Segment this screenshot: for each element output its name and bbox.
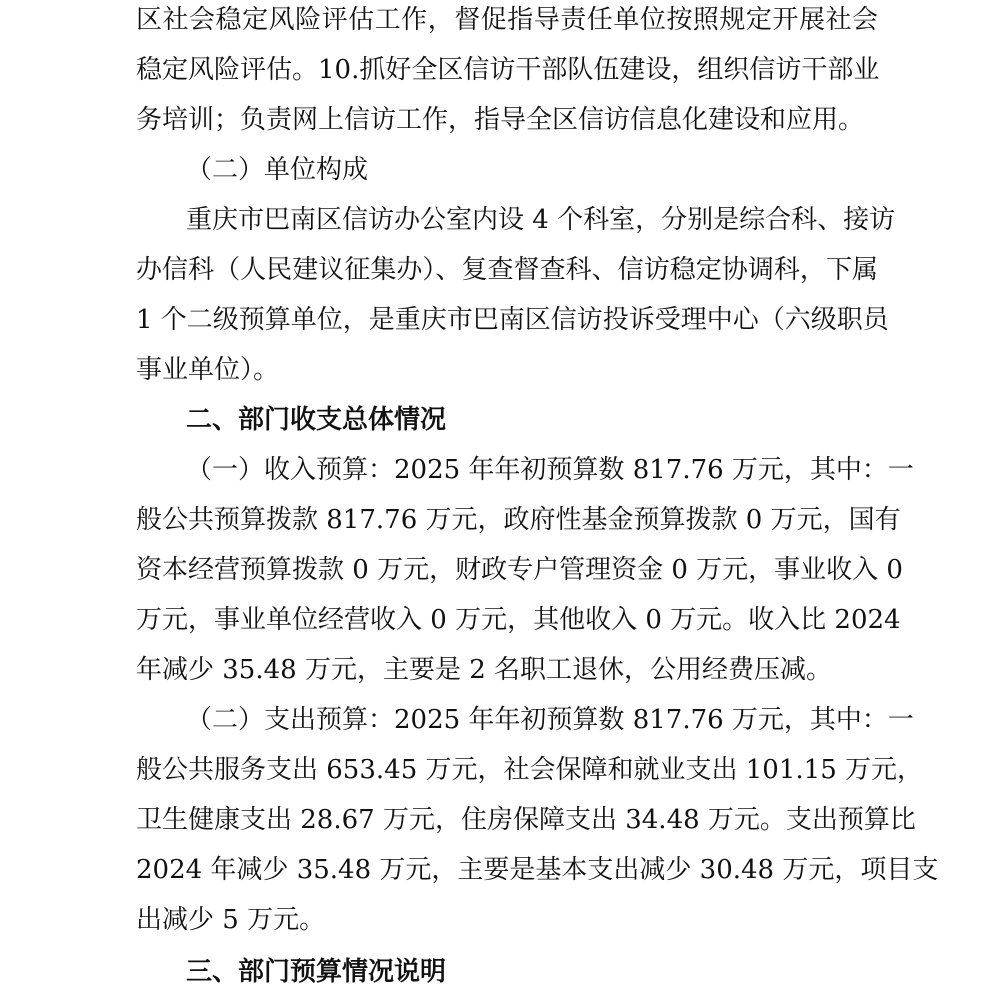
paragraph-line: 般公共服务支出 653.45 万元，社会保障和就业支出 101.15 万元， — [136, 755, 924, 785]
paragraph-line: 万元，事业单位经营收入 0 万元，其他收入 0 万元。收入比 2024 — [136, 605, 901, 635]
paragraph-line: 1 个二级预算单位，是重庆市巴南区信访投诉受理中心（六级职员 — [136, 305, 889, 335]
paragraph-line: 2024 年减少 35.48 万元，主要是基本支出减少 30.48 万元，项目支 — [136, 855, 939, 885]
paragraph-line: 区社会稳定风险评估工作，督促指导责任单位按照规定开展社会 — [136, 5, 878, 35]
paragraph-line: 办信科（人民建议征集办）、复查督查科、信访稳定协调科，下属 — [136, 255, 878, 285]
paragraph-line: （一）收入预算：2025 年年初预算数 817.76 万元，其中：一 — [186, 455, 914, 485]
section-heading: 三、部门预算情况说明 — [186, 957, 447, 987]
paragraph-line: 重庆市巴南区信访办公室内设 4 个科室，分别是综合科、接访 — [186, 205, 896, 235]
paragraph-line: 年减少 35.48 万元，主要是 2 名职工退休，公用经费压减。 — [136, 655, 833, 685]
section-subheading: （二）单位构成 — [186, 155, 369, 185]
paragraph-line: 稳定风险评估。10.抓好全区信访干部队伍建设，组织信访干部业 — [136, 55, 880, 85]
paragraph-line: 务培训；负责网上信访工作，指导全区信访信息化建设和应用。 — [136, 105, 865, 135]
paragraph-line: 般公共预算拨款 817.76 万元，政府性基金预算拨款 0 万元，国有 — [136, 505, 901, 535]
section-heading: 二、部门收支总体情况 — [186, 405, 447, 435]
paragraph-line: （二）支出预算：2025 年年初预算数 817.76 万元，其中：一 — [186, 705, 914, 735]
paragraph-line: 出减少 5 万元。 — [136, 905, 326, 935]
paragraph-line: 卫生健康支出 28.67 万元，住房保障支出 34.48 万元。支出预算比 — [136, 805, 916, 835]
paragraph-line: 资本经营预算拨款 0 万元，财政专户管理资金 0 万元，事业收入 0 — [136, 555, 903, 585]
paragraph-line: 事业单位）。 — [136, 355, 280, 385]
